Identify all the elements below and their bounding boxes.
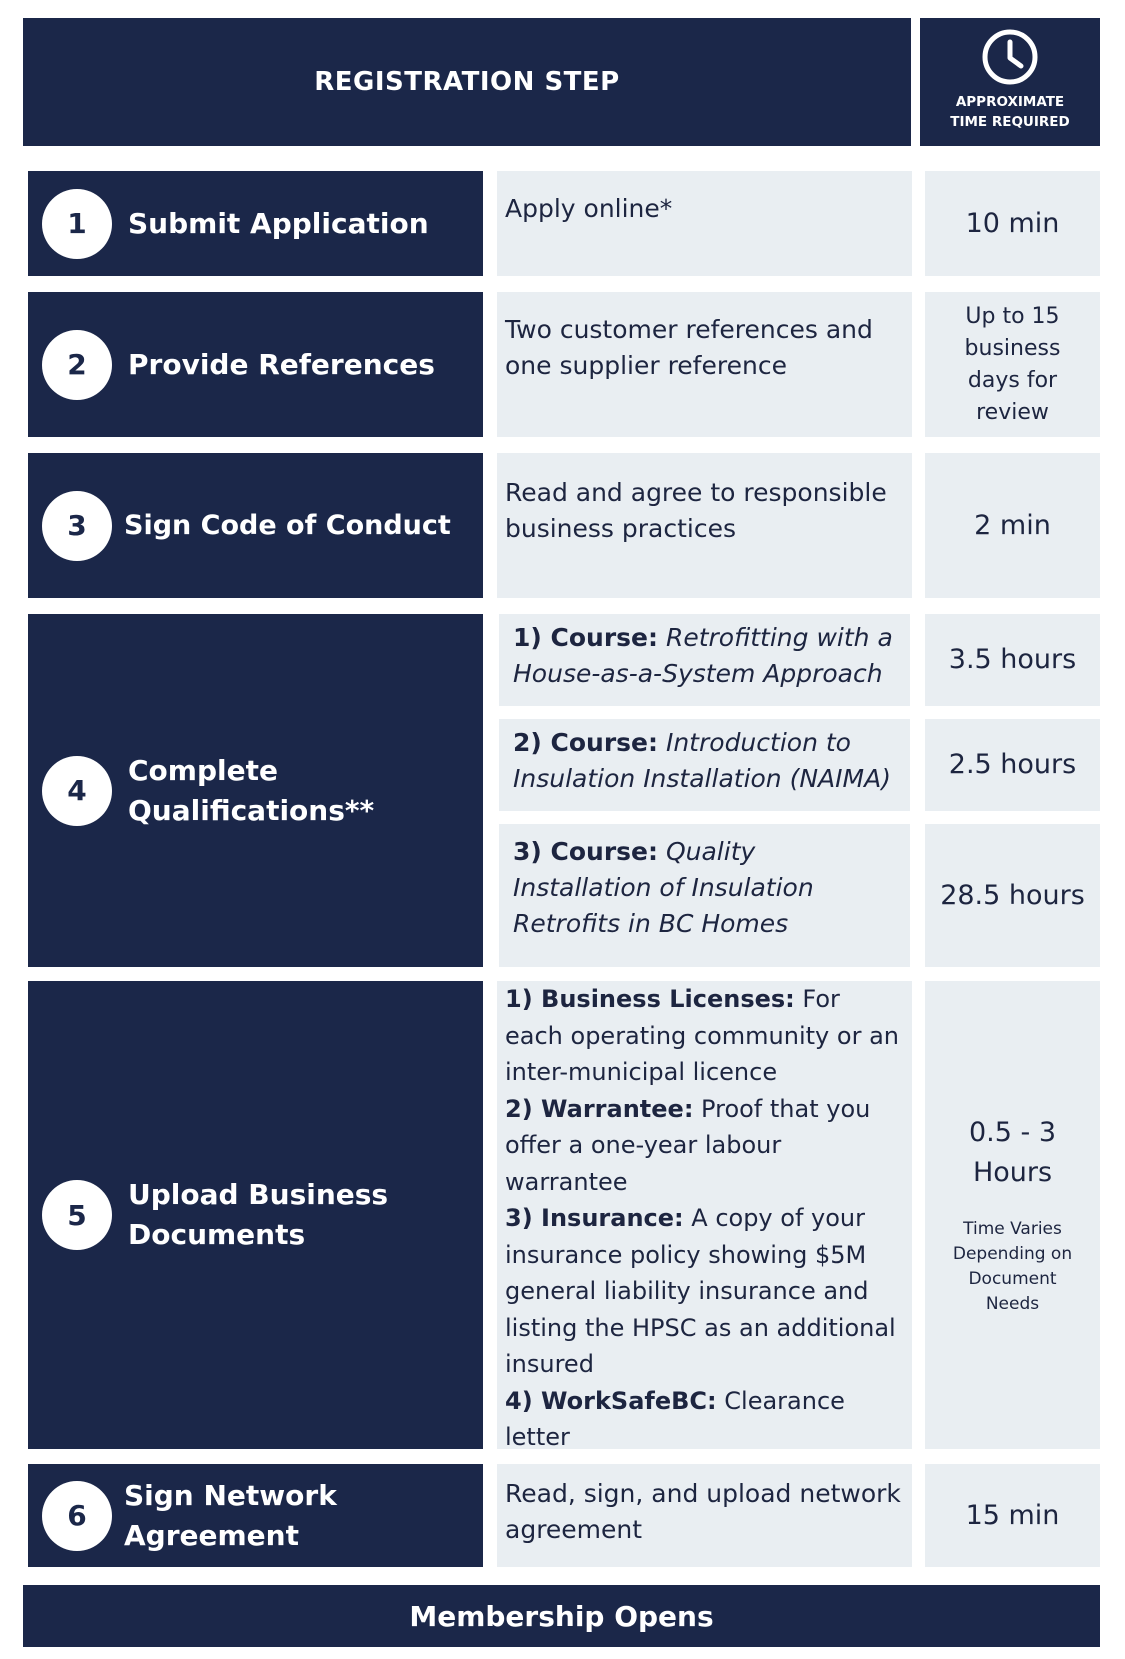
course-1-time: 3.5 hours — [925, 614, 1100, 706]
step-title: Submit Application — [128, 206, 429, 240]
step-6-title-cell — [28, 1464, 483, 1567]
step-4-title-cell — [28, 614, 483, 967]
course-3-description: 3) Course: Quality Installation of Insulation Retrofits in BC Homes — [499, 824, 910, 967]
document-item: 1) Business Licenses: For each operating community or an inter-municipal licence — [505, 985, 899, 1086]
registration-step-header — [23, 18, 911, 146]
header-title: REGISTRATION STEP — [314, 67, 620, 97]
step-2-title-cell — [28, 292, 483, 437]
step-5-title-cell — [28, 981, 483, 1449]
step-title: Provide References — [128, 347, 435, 381]
document-item: 4) WorkSafeBC: Clearance letter — [505, 1386, 845, 1451]
step-6-description: Read, sign, and upload network agreement — [497, 1464, 912, 1567]
clock-icon — [981, 28, 1039, 86]
step-3-time: 2 min — [925, 453, 1100, 598]
step-number-badge: 4 — [42, 756, 112, 826]
step-1-time: 10 min — [925, 171, 1100, 276]
time-required-label: APPROXIMATE TIME REQUIRED — [950, 94, 1070, 130]
step-number-badge: 6 — [42, 1481, 112, 1551]
footer-text: Membership Opens — [409, 1599, 714, 1633]
step-2-time: Up to 15 business days for review — [925, 292, 1100, 437]
document-item: 3) Insurance: A copy of your insurance policy showing $5M general liability insurance and listing the HPSC as an additional insured — [505, 1204, 896, 1378]
step-1-description: Apply online* — [497, 171, 912, 276]
step-3-title-cell — [28, 453, 483, 598]
step-title: Complete Qualifications** — [128, 753, 375, 827]
step-title: Sign Code of Conduct — [124, 509, 451, 541]
step-number-badge: 1 — [42, 189, 112, 259]
time-note: Time Varies Depending on Document Needs — [952, 1219, 1073, 1314]
step-title: Sign Network Agreement — [124, 1478, 337, 1552]
step-number-badge: 2 — [42, 330, 112, 400]
step-1-title-cell — [28, 171, 483, 276]
step-2-description: Two customer references and one supplier reference — [497, 292, 912, 437]
step-6-time: 15 min — [925, 1464, 1100, 1567]
step-number-badge: 5 — [42, 1180, 112, 1250]
membership-opens-banner — [23, 1585, 1100, 1647]
course-3-time: 28.5 hours — [925, 824, 1100, 967]
step-5-document-list — [497, 981, 912, 1449]
step-title: Upload Business Documents — [128, 1178, 389, 1251]
course-2-time: 2.5 hours — [925, 719, 1100, 811]
time-required-header — [920, 18, 1100, 146]
course-1-description: 1) Course: Retrofitting with a House-as-a-System Approach — [499, 614, 910, 706]
document-item: 2) Warrantee: Proof that you offer a one-year labour warrantee — [505, 1094, 871, 1196]
course-2-description: 2) Course: Introduction to Insulation Installation (NAIMA) — [499, 719, 910, 811]
step-number-badge: 3 — [42, 491, 112, 561]
step-5-time: 0.5 - 3 Hours Time Varies Depending on Document Needs — [925, 981, 1100, 1449]
step-3-description: Read and agree to responsible business practices — [497, 453, 912, 598]
